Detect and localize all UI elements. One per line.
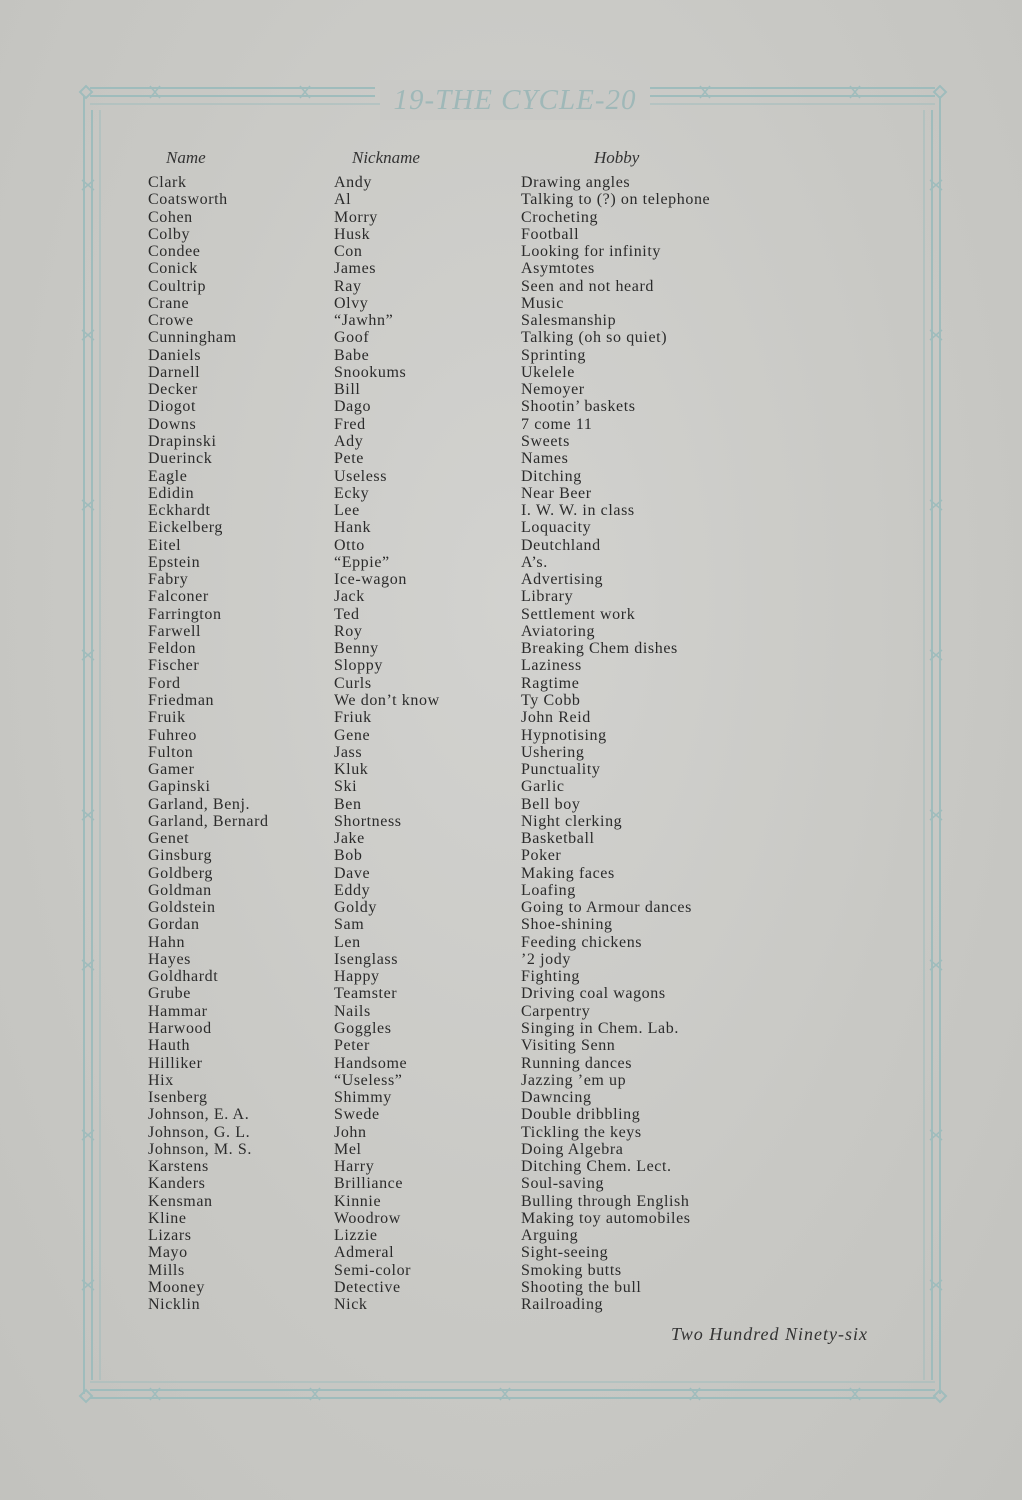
student-hobby: Ditching Chem. Lect. <box>521 1158 672 1176</box>
student-name: Kline <box>148 1209 187 1227</box>
student-name: Cunningham <box>148 329 237 347</box>
student-name: Goldstein <box>148 899 216 917</box>
student-hobby: Seen and not heard <box>521 277 654 295</box>
student-hobby: Shooting the bull <box>521 1279 642 1296</box>
student-hobby: Punctuality <box>521 761 601 779</box>
student-name: Mooney <box>148 1279 205 1296</box>
student-nickname: Hank <box>334 519 372 537</box>
student-name: Mills <box>148 1261 185 1279</box>
student-hobby: A’s. <box>521 553 548 571</box>
student-hobby: Soul-saving <box>521 1175 605 1193</box>
student-nickname: Woodrow <box>334 1209 401 1227</box>
student-name: Fabry <box>148 571 189 589</box>
student-nickname: Jass <box>334 743 363 761</box>
student-nickname: “Eppie” <box>334 553 390 571</box>
student-hobby: Names <box>521 450 569 468</box>
student-name: Diogot <box>148 398 197 416</box>
student-nickname: Ted <box>334 605 360 623</box>
student-nickname: Gene <box>334 726 371 744</box>
student-name: Gapinski <box>148 778 211 796</box>
student-hobby: Talking (oh so quiet) <box>521 329 668 347</box>
student-nickname: Curls <box>334 674 372 692</box>
student-name: Downs <box>148 415 197 433</box>
student-hobby: Sweets <box>521 432 570 450</box>
student-name: Johnson, M. S. <box>148 1140 252 1158</box>
student-nickname: Semi-color <box>334 1261 412 1279</box>
column-header-name: Name <box>166 148 206 167</box>
student-nickname: Morry <box>334 208 378 226</box>
student-hobby: Garlic <box>521 778 565 796</box>
student-nickname: Benny <box>334 640 379 658</box>
student-hobby: Laziness <box>521 657 582 675</box>
student-nickname: Ecky <box>334 484 370 502</box>
student-hobby: Sprinting <box>521 346 586 364</box>
student-name: Coultrip <box>148 277 207 295</box>
hobby-column <box>521 174 710 1314</box>
student-name: Falconer <box>148 588 209 606</box>
student-nickname: Harry <box>334 1158 375 1176</box>
student-nickname: Ice-wagon <box>334 571 407 589</box>
student-hobby: Loquacity <box>521 519 592 537</box>
student-nickname: John <box>334 1123 367 1141</box>
student-hobby: Football <box>521 225 580 243</box>
student-hobby: Fighting <box>521 968 581 986</box>
student-nickname: Fred <box>334 415 366 433</box>
student-nickname: Pete <box>334 450 364 468</box>
student-name: Darnell <box>148 363 201 381</box>
student-name: Edidin <box>148 484 195 502</box>
student-nickname: Al <box>334 191 352 209</box>
student-hobby: Making toy automobiles <box>521 1209 691 1227</box>
student-nickname: “Jawhn” <box>334 312 394 330</box>
student-hobby: Night clerking <box>521 812 623 830</box>
student-hobby: Visiting Senn <box>521 1037 616 1055</box>
student-nickname: Isenglass <box>334 950 399 968</box>
page-header-title: 19-THE CYCLE-20 <box>380 80 650 120</box>
student-name: Fischer <box>148 657 200 675</box>
student-hobby: Singing in Chem. Lab. <box>521 1020 679 1038</box>
student-name: Ford <box>148 674 181 692</box>
student-hobby: Tickling the keys <box>521 1123 642 1141</box>
student-name: Colby <box>148 225 191 243</box>
student-nickname: Sloppy <box>334 657 383 675</box>
student-hobby: Bell boy <box>521 795 581 813</box>
student-hobby: Ditching <box>521 467 582 485</box>
student-hobby: Near Beer <box>521 484 592 502</box>
student-hobby: Loafing <box>521 881 576 899</box>
student-name: Goldhardt <box>148 968 219 986</box>
student-nickname: James <box>334 260 377 278</box>
student-nickname: Mel <box>334 1140 362 1158</box>
student-hobby: Looking for infinity <box>521 243 661 261</box>
student-nickname: “Useless” <box>334 1071 403 1089</box>
student-nickname: Friuk <box>334 709 372 727</box>
student-nickname: Bill <box>334 381 361 399</box>
student-name: Feldon <box>148 640 197 658</box>
student-nickname: Shimmy <box>334 1089 392 1107</box>
student-name: Farwell <box>148 622 202 640</box>
student-nickname: Dago <box>334 398 372 416</box>
student-hobby: Shoe-shining <box>521 916 613 934</box>
student-name: Condee <box>148 243 201 261</box>
student-hobby: Basketball <box>521 830 595 848</box>
student-name: Johnson, E. A. <box>148 1106 250 1124</box>
student-name: Friedman <box>148 691 215 709</box>
student-name: Karstens <box>148 1158 209 1176</box>
student-nickname: Lizzie <box>334 1227 378 1245</box>
student-nickname: Shortness <box>334 812 402 830</box>
student-name: Hilliker <box>148 1054 203 1072</box>
student-nickname: Goldy <box>334 899 377 917</box>
student-nickname: Handsome <box>334 1054 408 1072</box>
student-hobby: ’2 jody <box>521 950 571 968</box>
column-header-hobby: Hobby <box>594 148 640 167</box>
student-nickname: Babe <box>334 346 370 364</box>
student-name: Goldberg <box>148 864 213 882</box>
student-nickname: Nails <box>334 1002 371 1020</box>
student-name: Isenberg <box>148 1089 208 1107</box>
student-name: Daniels <box>148 346 202 364</box>
student-hobby: Doing Algebra <box>521 1140 624 1158</box>
student-name: Coatsworth <box>148 191 228 209</box>
student-hobby: Deutchland <box>521 536 601 554</box>
column-header-nickname: Nickname <box>352 148 420 167</box>
student-name: Harwood <box>148 1020 212 1038</box>
student-name: Fulton <box>148 743 194 761</box>
student-nickname: Roy <box>334 622 363 640</box>
student-nickname: Andy <box>334 174 372 191</box>
student-hobby: Sight-seeing <box>521 1244 609 1262</box>
student-hobby: Arguing <box>521 1227 579 1245</box>
student-hobby: Running dances <box>521 1054 633 1072</box>
student-nickname: Useless <box>334 467 388 485</box>
student-nickname: Len <box>334 933 361 951</box>
student-hobby: Crocheting <box>521 208 599 226</box>
student-name: Genet <box>148 830 190 848</box>
student-name: Garland, Benj. <box>148 795 251 813</box>
student-name: Garland, Bernard <box>148 812 269 830</box>
student-name: Lizars <box>148 1227 192 1245</box>
student-name: Fuhreo <box>148 726 197 744</box>
student-name: Johnson, G. L. <box>148 1123 251 1141</box>
student-nickname: Jake <box>334 830 365 848</box>
student-nickname: Eddy <box>334 881 371 899</box>
student-hobby: Shootin’ baskets <box>521 398 636 416</box>
student-nickname: Snookums <box>334 363 407 381</box>
student-name: Crane <box>148 294 190 312</box>
student-nickname: Ski <box>334 778 358 796</box>
student-name: Hayes <box>148 950 191 968</box>
student-hobby: John Reid <box>521 709 591 727</box>
student-nickname: We don’t know <box>334 691 440 709</box>
student-nickname: Con <box>334 243 363 261</box>
student-nickname: Detective <box>334 1279 401 1296</box>
student-hobby: Aviatoring <box>521 622 596 640</box>
student-name: Hix <box>148 1071 174 1089</box>
student-nickname: Peter <box>334 1037 370 1055</box>
student-name: Ginsburg <box>148 847 213 865</box>
student-nickname: Happy <box>334 968 380 986</box>
student-nickname: Otto <box>334 536 365 554</box>
student-name: Hauth <box>148 1037 191 1055</box>
student-hobby: Driving coal wagons <box>521 985 666 1003</box>
student-name: Gamer <box>148 761 195 779</box>
student-name: Hammar <box>148 1002 208 1020</box>
student-nickname: Teamster <box>334 985 398 1003</box>
student-hobby: Ty Cobb <box>521 691 581 709</box>
student-name: Duerinck <box>148 450 213 468</box>
student-hobby: Feeding chickens <box>521 933 643 951</box>
student-name: Conick <box>148 260 198 278</box>
student-hobby: Railroading <box>521 1296 604 1314</box>
student-name: Fruik <box>148 709 186 727</box>
student-name: Clark <box>148 174 187 191</box>
student-hobby: Nemoyer <box>521 381 585 399</box>
student-nickname: Ady <box>334 432 364 450</box>
student-name: Kensman <box>148 1192 213 1210</box>
nickname-column <box>334 174 440 1314</box>
student-hobby: Smoking butts <box>521 1261 622 1279</box>
student-hobby: Double dribbling <box>521 1106 641 1124</box>
student-nickname: Brilliance <box>334 1175 404 1193</box>
student-nickname: Olvy <box>334 294 369 312</box>
student-nickname: Ben <box>334 795 362 813</box>
student-hobby: Ushering <box>521 743 585 761</box>
student-nickname: Bob <box>334 847 363 865</box>
student-name: Eckhardt <box>148 502 211 520</box>
student-nickname: Admeral <box>334 1244 395 1262</box>
student-nickname: Kinnie <box>334 1192 382 1210</box>
student-hobby: Ragtime <box>521 674 580 692</box>
student-hobby: Talking to (?) on telephone <box>521 191 711 209</box>
student-nickname: Goggles <box>334 1020 392 1038</box>
student-name: Gordan <box>148 916 200 934</box>
student-name: Mayo <box>148 1244 188 1262</box>
student-hobby: Drawing angles <box>521 174 631 191</box>
student-name: Nicklin <box>148 1296 201 1314</box>
student-name: Crowe <box>148 312 194 330</box>
student-hobby: Settlement work <box>521 605 636 623</box>
student-hobby: Hypnotising <box>521 726 607 744</box>
student-hobby: Library <box>521 588 574 606</box>
student-name: Hahn <box>148 933 186 951</box>
student-hobby: Making faces <box>521 864 615 882</box>
student-nickname: Sam <box>334 916 365 934</box>
student-nickname: Nick <box>334 1296 368 1314</box>
student-hobby: Breaking Chem dishes <box>521 640 678 658</box>
name-column <box>148 174 269 1314</box>
student-hobby: I. W. W. in class <box>521 502 635 520</box>
student-name: Cohen <box>148 208 193 226</box>
student-hobby: Carpentry <box>521 1002 591 1020</box>
student-nickname: Kluk <box>334 761 369 779</box>
student-hobby: Dawncing <box>521 1089 592 1107</box>
student-nickname: Jack <box>334 588 365 606</box>
student-name: Goldman <box>148 881 212 899</box>
student-nickname: Swede <box>334 1106 380 1124</box>
student-hobby: Jazzing ’em up <box>521 1071 627 1089</box>
student-nickname: Goof <box>334 329 370 347</box>
student-nickname: Husk <box>334 225 371 243</box>
student-hobby: Music <box>521 294 564 312</box>
page-number-label: Two Hundred Ninety-six <box>671 1324 868 1344</box>
student-hobby: Poker <box>521 847 562 865</box>
student-hobby: Going to Armour dances <box>521 899 692 917</box>
student-hobby: Salesmanship <box>521 312 617 330</box>
student-name: Epstein <box>148 553 201 571</box>
student-hobby: Asymtotes <box>521 260 595 278</box>
student-name: Grube <box>148 985 191 1003</box>
student-nickname: Lee <box>334 502 360 520</box>
student-name: Eagle <box>148 467 188 485</box>
student-name: Farrington <box>148 605 222 623</box>
student-name: Kanders <box>148 1175 206 1193</box>
student-hobby: 7 come 11 <box>521 415 593 433</box>
student-hobby: Advertising <box>521 571 604 589</box>
student-hobby: Bulling through English <box>521 1192 690 1210</box>
student-name: Decker <box>148 381 198 399</box>
student-name: Eitel <box>148 536 182 554</box>
student-name: Drapinski <box>148 432 217 450</box>
student-hobby: Ukelele <box>521 363 575 381</box>
student-nickname: Ray <box>334 277 362 295</box>
student-nickname: Dave <box>334 864 371 882</box>
student-name: Eickelberg <box>148 519 224 537</box>
